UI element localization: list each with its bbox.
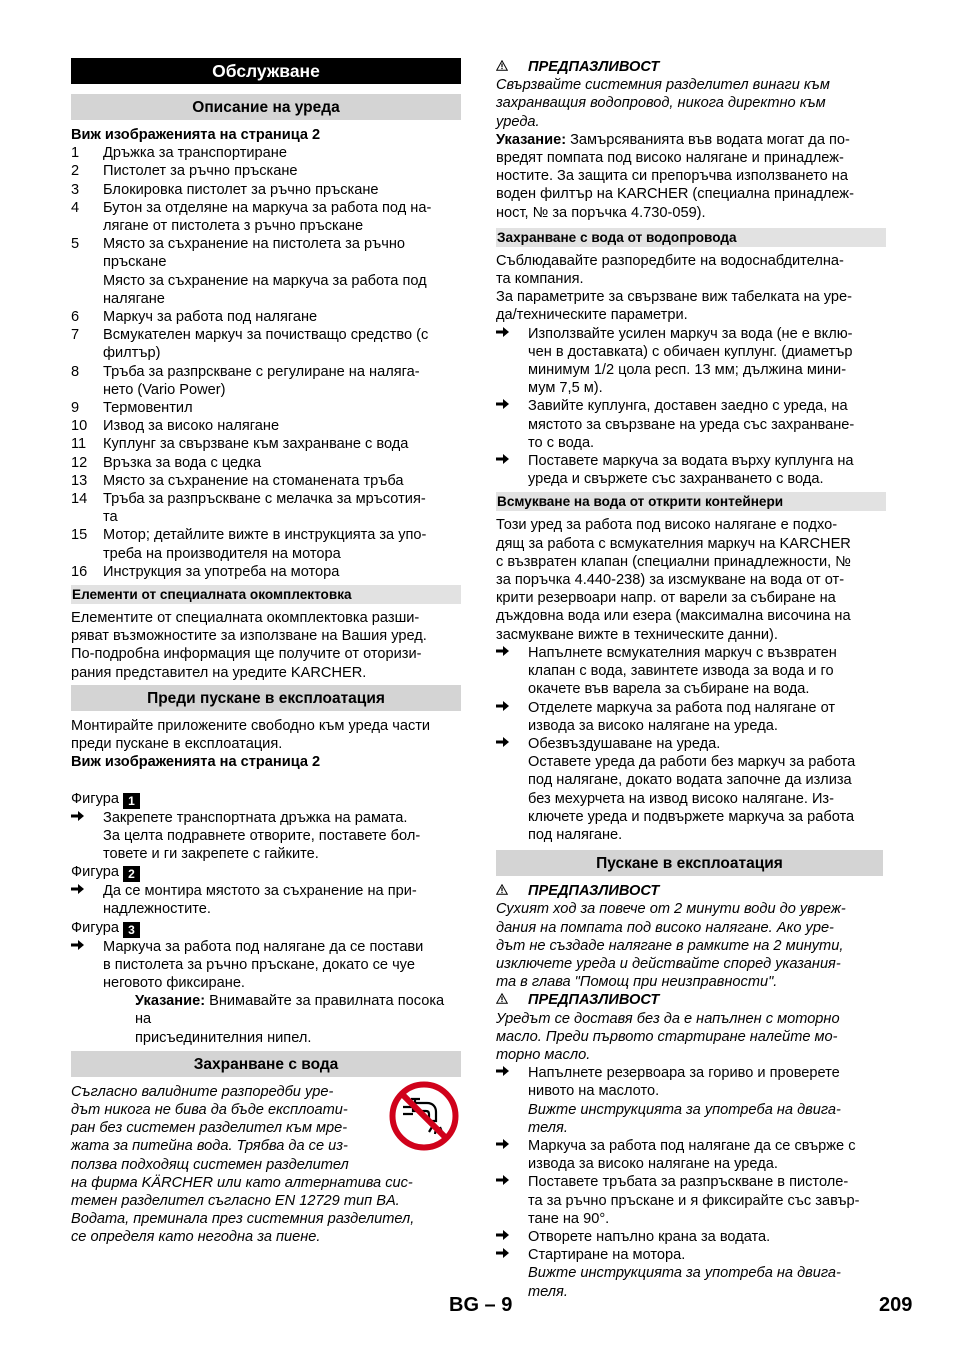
arrow-step [496, 1246, 886, 1301]
item-number: 9 [71, 400, 80, 417]
section-title-device-description: Описание на уреда [71, 94, 461, 120]
item-number: 16 [71, 563, 88, 580]
figure-label [71, 790, 461, 809]
item-number: 5 [71, 236, 80, 253]
step-reference: Вижте инструкцията за употреба на двига- теля. [528, 1101, 841, 1136]
arrow-right-icon [496, 1137, 528, 1173]
note: Указание: Замърсяванията във водата могат да по- вредят помпата под високо налягане и принадлеж- ностите. За защита си препоръчва използването на воден филтър на KARCHER (специална принадлеж- ност, № за поръчка 4.730-059). [496, 131, 854, 221]
caution-heading [496, 991, 886, 1009]
arrow-step [71, 882, 461, 918]
figure-number-box: 2 [123, 866, 140, 882]
caution-label: ПРЕДПАЗЛИВОСТ [528, 59, 660, 75]
item-text: Пистолет за ръчно пръскане [103, 163, 298, 180]
arrow-step-text: Отворете напълно крана за водата. [528, 1228, 771, 1245]
item-text: Термовентил [103, 400, 193, 417]
item-number: 6 [71, 309, 80, 326]
list-item [71, 435, 461, 453]
arrow-step-text: Напълнете резервоара за гориво и проверете нивото на маслото. Вижте инструкцията за употреба на двига- теля. [528, 1064, 886, 1137]
item-text: Мотор; детайлите вижте в инструкцията за упо- треба на производителя на мотора [103, 527, 427, 562]
item-text: Връзка за вода с цедка [103, 454, 262, 471]
caution-text: Уредът се доставя без да е напълнен с моторно масло. Преди първото стартиране налейте мо- торно масло. [496, 1010, 840, 1063]
item-number: 14 [71, 491, 88, 508]
figure-number-box: 3 [123, 922, 140, 938]
spacer [71, 772, 461, 790]
item-text: Място за съхранение на стоманената тръба [103, 472, 404, 489]
item-number: 3 [71, 181, 80, 198]
section-title-open-containers: Всмукване на вода от открити контейнери [496, 492, 886, 511]
list-item [71, 417, 461, 435]
no-drinking-water-icon [389, 1081, 459, 1151]
figure-label [71, 863, 461, 882]
arrow-step [496, 452, 886, 488]
arrow-right-icon [496, 1173, 528, 1228]
arrow-right-icon [496, 325, 528, 398]
list-item [71, 363, 461, 399]
see-images-note: Виж изображенията на страница 2 [71, 127, 321, 143]
arrow-right-icon [496, 1228, 528, 1246]
item-number: 15 [71, 527, 88, 544]
figure-label-text: Фигура [71, 919, 119, 936]
before-start-intro: Монтирайте приложените свободно към уреда части преди пускане в експлоатация. [71, 717, 431, 753]
arrow-step [496, 644, 886, 699]
footer-section-label: BG – 9 [449, 1294, 513, 1316]
figure-label-text: Фигура [71, 790, 119, 807]
item-number: 4 [71, 199, 80, 216]
arrow-right-icon [496, 735, 528, 844]
arrow-step [496, 735, 886, 844]
special-accessories-text: Елементите от специалната окомплектовка разши- ряват възможностите за използване на Вашия уред. По-подробна информация ще получите от оторизи- рания представител на уредите KARCHER. [71, 610, 427, 681]
arrow-step [496, 325, 886, 398]
see-images-note: Виж изображенията на страница 2 [71, 754, 321, 771]
arrow-step-text: Да се монтира мястото за съхранение на при- надлежностите. [103, 883, 417, 918]
list-item [71, 326, 461, 362]
item-number: 8 [71, 363, 80, 380]
caution-label: ПРЕДПАЗЛИВОСТ [528, 992, 660, 1009]
chapter-title: Обслужване [71, 58, 461, 84]
arrow-step [496, 1173, 886, 1228]
item-text: Извод за високо налягане [103, 418, 280, 435]
list-item [71, 490, 461, 526]
arrow-step-text: Стартиране на мотора. Вижте инструкцията за употреба на двига- теля. [528, 1246, 886, 1301]
section-title-special-accessories: Елементи от специалната окомплектовка [71, 585, 461, 604]
warning-triangle-icon [496, 991, 528, 1009]
arrow-right-icon [71, 938, 103, 1047]
arrow-step-text: Закрепете транспортната дръжка на рамата. За целта подравнете отворите, поставете бол- товете и ги закрепете с гайките. [103, 809, 421, 862]
item-number: 10 [71, 418, 88, 435]
arrow-right-icon [71, 809, 103, 864]
item-text: Бутон за отделяне на маркуча за работа под на- лягане от пистолета з ръчно пръскане [103, 199, 432, 235]
tap-supply-intro: Съблюдавайте разпоредбите на водоснабдителна- та компания. За параметрите за свързване виж табелката на уре- да/техническите параметри. [496, 252, 853, 324]
arrow-right-icon [496, 452, 528, 488]
arrow-step [71, 938, 461, 1047]
right-column [496, 58, 886, 1301]
note: Указание: Внимавайте за правилната посока на присъединителния нипел. [135, 993, 445, 1046]
page-number: 209 [879, 1294, 913, 1316]
arrow-right-icon [496, 644, 528, 699]
list-item [71, 526, 461, 562]
figure-label [71, 919, 461, 938]
left-column [71, 58, 461, 1247]
list-item [71, 181, 461, 199]
item-text: Маркуч за работа под налягане [103, 309, 318, 326]
list-item [71, 454, 461, 472]
item-text: Инструкция за употреба на мотора [103, 563, 340, 580]
section-title-tap-supply: Захранване с вода от водопровода [496, 228, 886, 247]
item-number: 11 [71, 436, 87, 453]
caution-label: ПРЕДПАЗЛИВОСТ [528, 883, 660, 900]
arrow-step-text: Завийте куплунга, доставен заедно с уреда, на мястото за свързване на уреда със захранване- то с вода. [528, 398, 855, 451]
arrow-step-text: Обезвъздушаване на уреда. Оставете уреда да работи без маркуч за работа под налягане, докато водата започне да излиза без мехурчета на извод високо налягане. Из- ключете уреда и подвържете маркуча за работа под налягане. [528, 735, 856, 843]
open-containers-intro: Този уред за работа под високо налягане е подхо- дящ за работа с всмукателния маркуч на KARCHER с възвратен клапан (специални принадлежности, № за поръчка 4.440-238) за изсмукване на вода от от- крити резервоари напр. от варели за събиране на дъждовна вода или езера (максимална височина на засмукване вижте в техническите данни). [496, 517, 851, 643]
arrow-right-icon [496, 1064, 528, 1137]
list-item [71, 144, 461, 162]
step-reference: Вижте инструкцията за употреба на двига- теля. [528, 1265, 841, 1300]
section-title-start-up: Пускане в експлоатация [496, 850, 883, 876]
arrow-step-text: Поставете маркуча за водата върху куплунга на уреда и свържете със захранването с вода. [528, 453, 854, 488]
arrow-step [496, 699, 886, 735]
item-number: 12 [71, 454, 88, 471]
water-supply-block [71, 1083, 461, 1247]
note-label: Указание: [496, 131, 567, 148]
list-item [71, 162, 461, 180]
arrow-step-text: Отделете маркуча за работа под налягане от извода за високо налягане на уреда. [528, 699, 836, 734]
section-title-water-supply: Захранване с вода [71, 1051, 461, 1077]
list-item [71, 308, 461, 326]
section-title-before-start: Преди пускане в експлоатация [71, 685, 461, 711]
arrow-step [496, 397, 886, 452]
caution-text: Сухият ход за повече от 2 минути води до увреж- дания на помпата под високо налягане. Ако уре- дът не създаде налягане в рамките на 2 минути, изключете уреда и действайте според указания- та в глава "Помощ при неизправности". [496, 901, 846, 991]
item-text: Тръба за разпрскване с регулиране на наляга- нето (Vario Power) [103, 363, 420, 398]
arrow-step [496, 1137, 886, 1173]
figure-number-box: 1 [123, 793, 140, 809]
item-text: Тръба за разпръскване с мелачка за мръсотия- та [103, 491, 426, 526]
list-item [71, 472, 461, 490]
item-number: 7 [71, 327, 80, 344]
arrow-step [71, 809, 461, 864]
caution-heading [496, 882, 886, 900]
list-item [71, 235, 461, 308]
warning-triangle-icon [496, 882, 528, 900]
list-item [71, 399, 461, 417]
warning-triangle-icon [496, 58, 528, 76]
list-item [71, 199, 461, 235]
arrow-right-icon [496, 1246, 528, 1301]
item-text: Дръжка за транспортиране [103, 145, 287, 162]
arrow-right-icon [71, 882, 103, 918]
arrow-step-text: Маркуча за работа под налягане да се свърже с извода за високо налягане на уреда. [528, 1137, 856, 1173]
caution-heading [496, 58, 886, 76]
arrow-step-text: Маркуча за работа под налягане да се постави в пистолета за ръчно пръскане, докато се чуе неговото фиксиране. Указание: Внимавайте за правилната посока на присъединителния нипел. [103, 938, 461, 1047]
water-supply-text: Съгласно валидните разпоредби уре- дът никога не бива да бъде експлоати- ран без системен разделител към мре- жата за питейна вода. Трябва да се из- ползва подходящ системен разделител на фирма KÄRCHER или като алтернатива сис- темен разделител съгласно EN 12729 тип BA. Водата, преминала през системния разделител, се определя като негодна за пиене. [71, 1083, 415, 1246]
item-number: 13 [71, 472, 88, 489]
arrow-step-text: Напълнете всмукателния маркуч с възвратен клапан с вода, завинтете извода за вода и го окачете във варела за събиране на вода. [528, 644, 837, 698]
figure-label-text: Фигура [71, 864, 119, 881]
item-text: Куплунг за свързване към захранване с вода [103, 436, 409, 453]
item-number: 1 [71, 145, 80, 162]
item-number: 2 [71, 163, 80, 180]
arrow-right-icon [496, 397, 528, 452]
item-text: Място за съхранение на пистолета за ръчно пръскане Място за съхранение на маркуча за работа под налягане [103, 236, 427, 307]
caution-text: Свързвайте системния разделител винаги към захранващия водопровод, никога директно към уреда. [496, 77, 830, 130]
arrow-step-text: Използвайте усилен маркуч за вода (не е вклю- чен в доставката) с обичаен куплунг. (диаметър минимум 1/2 цола респ. 13 мм; дължина мини- мум 7,5 м). [528, 325, 853, 397]
item-text: Всмукателен маркуч за почистващо средство (с филтър) [103, 327, 429, 362]
list-item [71, 563, 461, 581]
arrow-step-text: Поставете тръбата за разпръскване в пистоле- та за ръчно пръскане и я фиксирайте със завър- тане на 90°. [528, 1174, 860, 1227]
arrow-step [496, 1064, 886, 1137]
item-text: Блокировка пистолет за ръчно пръскане [103, 181, 379, 198]
note-label: Указание: [135, 993, 206, 1010]
arrow-step [496, 1228, 886, 1246]
arrow-right-icon [496, 699, 528, 735]
